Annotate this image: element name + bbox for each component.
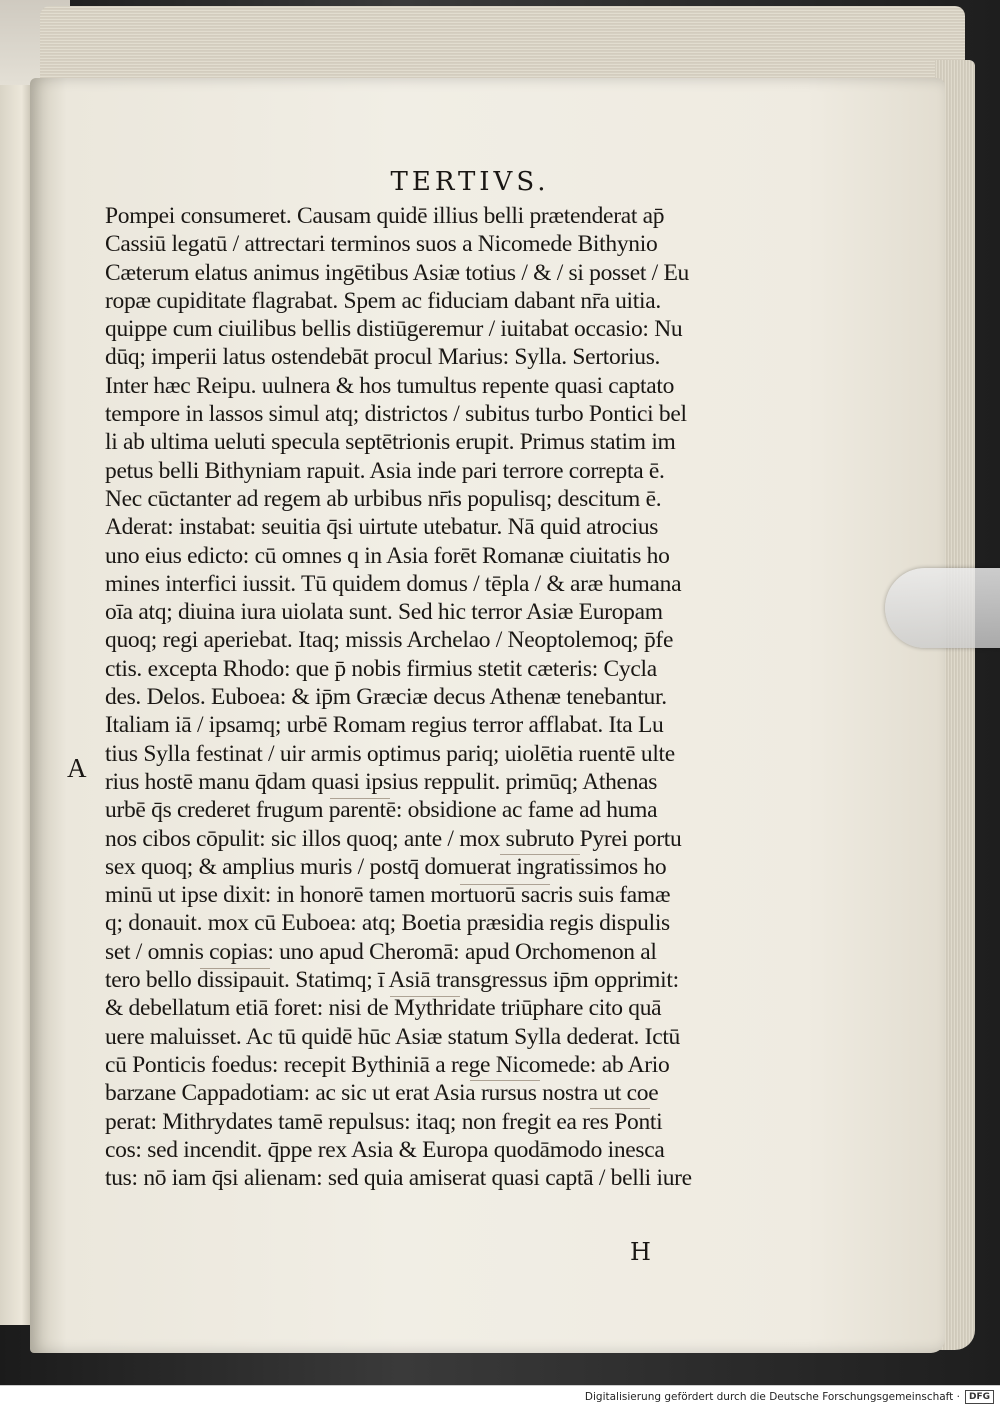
text-line: rius hostē manu q̄dam quasi ipsius reppulit. primūq; Athenas — [105, 768, 658, 795]
annotation-stroke — [470, 1080, 540, 1081]
text-line: mines interfici iussit. Tū quidem domus / tēpla / & aræ humana — [105, 570, 682, 597]
text-line: des. Delos. Euboea: & ip̄m Græciæ decus Athenæ tenebantur. — [105, 684, 667, 711]
dfg-logo: DFG — [965, 1390, 994, 1404]
text-line: tero bello dissipauit. Statimq; ī Asiā transgressus ip̄m opprimit: — [105, 967, 679, 994]
text-line: tempore in lassos simul atq; districtos / subitus turbo Pontici bel — [105, 401, 687, 428]
text-line: nos cibos cōpulit: sic illos quoq; ante / mox subruto Pyrei portu — [105, 825, 682, 852]
text-line: sex quoq; & amplius muris / postq̄ domuerat ingratissimos ho — [105, 853, 667, 880]
text-line: ctis. excepta Rhodo: que p̄ nobis firmius stetit cæteris: Cycla — [105, 655, 657, 682]
text-line: quippe cum ciuilibus bellis distiūgeremur / iuitabat occasio: Nu — [105, 316, 683, 343]
footer-credit: Digitalisierung gefördert durch die Deutsche Forschungsgemeinschaft · — [584, 1391, 960, 1403]
text-line: Nec cūctanter ad regem ab urbibus nr̄is populisq; descitum ē. — [105, 485, 662, 512]
text-line: Pompei consumeret. Causam quidē illius belli prætenderat ap̄ — [105, 203, 665, 229]
annotation-stroke — [200, 968, 270, 969]
text-line: Cæterum elatus animus ingētibus Asiæ totius / & / si posset / Eu — [105, 259, 689, 286]
text-line: urbē q̄s crederet frugum parentē: obsidione ac fame ad huma — [105, 797, 658, 824]
annotation-stroke — [460, 884, 550, 885]
running-head: TERTIVS. — [390, 167, 550, 197]
text-line: petus belli Bithyniam rapuit. Asia inde pari terrore correpta ē. — [105, 457, 665, 484]
text-line: Inter hæc Reipu. uulnera & hos tumultus repente quasi captato — [105, 372, 675, 399]
text-line: perat: Mithrydates tamē repulsus: itaq; non fregit ea res Ponti — [105, 1108, 663, 1135]
text-line: Aderat: instabat: seuitia q̄si uirtute utebatur. Nā quid atrocius — [105, 514, 659, 541]
text-block — [105, 168, 805, 1192]
signature-mark: H — [630, 1238, 651, 1266]
text-line: ropæ cupiditate flagrabat. Spem ac fiduciam dabant nr̄a uitia. — [105, 287, 661, 314]
text-line: barzane Cappadotiam: ac sic ut erat Asia rursus nostra ut coe — [105, 1080, 659, 1107]
text-line: tus: nō iam q̄si alienam: sed quia amiserat quasi captā / belli iure — [105, 1165, 692, 1192]
margin-letter: A — [67, 753, 87, 783]
text-line: q; donauit. mox cū Euboea: atq; Boetia præsidia regis dispulis — [105, 910, 670, 937]
text-line: tius Sylla festinat / uir armis optimus pariq; uiolētia ruentē ulte — [105, 740, 675, 767]
text-lines — [105, 202, 805, 1192]
annotation-stroke — [390, 996, 460, 997]
text-line: quoq; regi aperiebat. Itaq; missis Archelao / Neoptolemoq; p̄fe — [105, 627, 674, 654]
annotation-stroke — [590, 1108, 650, 1109]
text-line: li ab ultima ueluti specula septētrionis erupit. Primus statim im — [105, 429, 676, 456]
text-line: uno eius edicto: cū omnes q in Asia forēt Romanæ ciuitatis ho — [105, 542, 670, 569]
text-line: cū Ponticis foedus: recepit Bythiniā a rege Nicomede: ab Ario — [105, 1051, 670, 1078]
text-line: & debellatum etiā foret: nisi de Mythridate triūphare cito quā — [105, 995, 662, 1022]
footer-bar — [0, 1385, 1000, 1408]
book-page — [30, 78, 945, 1353]
page-stack-top — [40, 6, 965, 88]
text-line: cos: sed incendit. q̄ppe rex Asia & Europa quodāmodo inesca — [105, 1136, 665, 1163]
annotation-stroke — [330, 798, 390, 799]
text-line: oīa atq; diuina iura uiolata sunt. Sed hic terror Asiæ Europam — [105, 599, 663, 626]
text-line: minū ut ipse dixit: in honorē tamen mortuorū sacris suis famæ — [105, 882, 671, 909]
text-line: Italiam iā / ipsamq; urbē Romam regius terror afflabat. Ita Lu — [105, 712, 664, 739]
text-line: Cassiū legatū / attrectari terminos suos a Nicomede Bithynio — [105, 231, 658, 258]
text-line: uere maluisset. Ac tū quidē hūc Asiæ statum Sylla dederat. Ictū — [105, 1023, 681, 1050]
text-line: set / omnis copias: uno apud Cheromā: apud Orchomenon al — [105, 938, 657, 965]
annotation-stroke — [500, 854, 580, 855]
page-clip — [885, 568, 1000, 648]
text-line: dūq; imperii latus ostendebāt procul Marius: Sylla. Sertorius. — [105, 344, 661, 371]
